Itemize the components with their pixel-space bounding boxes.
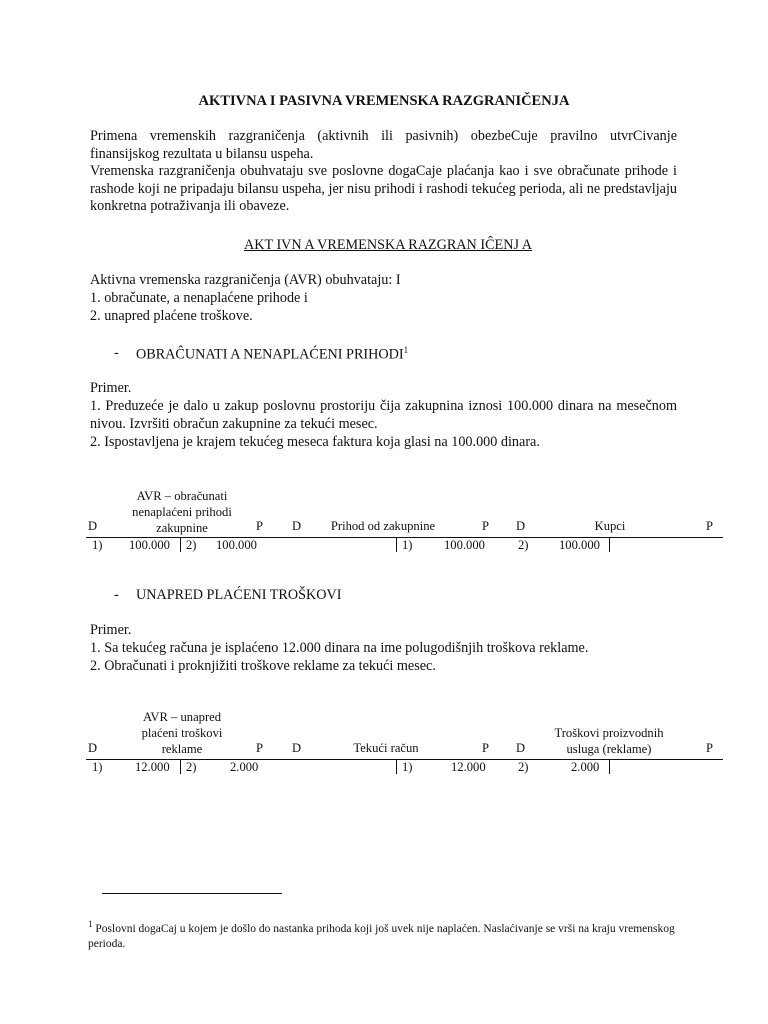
table-2-account-2-divider: [396, 760, 397, 774]
table-1-account-1-debit-header: D: [88, 519, 98, 533]
table-2-account-3-title: [536, 725, 682, 757]
table-2-account-2-title: Tekući račun: [353, 741, 419, 755]
subsection-1-heading: [136, 345, 408, 364]
table-1-account-2-credit-ref: 1): [402, 538, 413, 552]
table-2-account-3-debit-amount: 2.000: [571, 760, 600, 774]
table-1-account-3-debit-amount: 100.000: [559, 538, 600, 552]
table-2-account-2-debit-header: D: [292, 741, 302, 755]
table-1-account-2-divider: [396, 538, 397, 552]
table-2-account-1-debit-ref: 1): [92, 760, 103, 774]
table-2-account-1-debit-header: D: [88, 741, 98, 755]
table-2-account-1-credit-ref: 2): [186, 760, 197, 774]
example-1-step-2: 2. Ispostavljena je krajem tekućeg meseca faktura koja glasi na 100.000 dinara.: [90, 434, 540, 450]
table-2-account-2-credit-amount: 12.000: [451, 760, 486, 774]
table-1-account-2-title: Prihod od zakupnine: [330, 519, 436, 533]
table-2-account-3-divider: [609, 760, 610, 774]
example-2-label: Primer.: [90, 622, 132, 638]
subsection-2-dash: -: [114, 587, 119, 603]
table-1-account-3-credit-header: P: [706, 519, 714, 533]
intro-paragraph-1: Primena vremenskih razgraničenja (aktivnih ili pasivnih) obezbeCuje pravilno utvrCivanje finansijskog rezultata u bilansu uspeha.: [90, 128, 677, 162]
table-1-account-1-title-line-3: zakupnine: [156, 521, 208, 535]
table-2-account-1-credit-amount: 2.000: [230, 760, 259, 774]
avr-intro-line-2: 1. obračunate, a nenaplaćene prihode i: [90, 290, 308, 306]
table-1-account-1-debit-ref: 1): [92, 538, 103, 552]
table-1-account-2-credit-amount: 100.000: [444, 538, 485, 552]
table-2-account-3-title-line-1: Troškovi proizvodnih: [554, 726, 664, 740]
table-2-account-1-title-line-2: plaćeni troškovi: [141, 726, 223, 740]
table-1-account-1-credit-amount: 100.000: [216, 538, 257, 552]
table-1-account-1-title-line-1: AVR – obračunati: [136, 489, 228, 503]
table-1-account-3-debit-header: D: [516, 519, 526, 533]
footnote: [88, 917, 688, 952]
footnote-separator: [102, 893, 282, 894]
page-title: AKTIVNA I PASIVNA VREMENSKA RAZGRANIČENJA: [198, 93, 570, 109]
table-2-account-1-title-line-3: reklame: [161, 742, 203, 756]
subsection-1-dash: -: [114, 345, 119, 361]
subsection-1-heading-text: OBRAĈUNATI A NENAPLAĆENI PRIHODI: [136, 346, 404, 363]
table-1-account-1-divider: [180, 538, 181, 552]
table-2-account-1-title: [94, 709, 270, 757]
example-2-step-2: 2. Obračunati i proknjižiti troškove reklame za tekući mesec.: [90, 658, 436, 674]
table-1-account-1-title: [94, 488, 270, 536]
table-1-account-1-debit-amount: 100.000: [129, 538, 170, 552]
table-2-account-2-credit-header: P: [482, 741, 490, 755]
footnote-text: Poslovni dogaCaj u kojem je došlo do nastanka prihoda koji još uvek nije naplaćen. Naslaćivanje se vrši na kraju vremenskog perioda.: [88, 922, 675, 950]
subsection-2-heading: UNAPRED PLAĆENI TROŠKOVI: [136, 587, 342, 603]
table-1-account-2-debit-header: D: [292, 519, 302, 533]
example-1-label: Primer.: [90, 380, 132, 396]
table-1-account-3-debit-ref: 2): [518, 538, 529, 552]
footnote-mark: 1: [88, 919, 93, 929]
table-2-account-3-debit-ref: 2): [518, 760, 529, 774]
example-2-step-1: 1. Sa tekućeg računa je isplaćeno 12.000 dinara na ime polugodišnjih troškova reklame.: [90, 640, 589, 656]
table-1-account-3-title: Kupci: [594, 519, 626, 533]
footnote-reference: 1: [403, 345, 409, 355]
table-2-account-1-title-line-1: AVR – unapred: [142, 710, 222, 724]
avr-intro-line-3: 2. unapred plaćene troškove.: [90, 308, 253, 324]
table-1-account-1-credit-header: P: [256, 519, 264, 533]
table-1-account-2-credit-header: P: [482, 519, 490, 533]
table-1-account-1-title-line-2: nenaplaćeni prihodi: [132, 505, 232, 519]
intro-paragraph-2: Vremenska razgraničenja obuhvataju sve poslovne dogaCaje plaćanja kao i sve obračunate prihode i rashode koji ne pripadaju bilansu uspeha, jer nisu prihodi i rashodi tekućeg perioda, ali ne predstavljaju konkretna potraživanja ili obaveze.: [90, 163, 677, 214]
table-2-account-1-divider: [180, 760, 181, 774]
table-2-account-1-credit-header: P: [256, 741, 264, 755]
table-2-account-3-title-line-2: usluga (reklame): [566, 742, 652, 756]
avr-intro-line-1: Aktivna vremenska razgraničenja (AVR) obuhvataju: I: [90, 272, 401, 288]
table-1-account-1-credit-ref: 2): [186, 538, 197, 552]
table-2-account-3-debit-header: D: [516, 741, 526, 755]
table-2-account-3-credit-header: P: [706, 741, 714, 755]
table-2-account-2-credit-ref: 1): [402, 760, 413, 774]
section-heading: AKT IVN A VREMENSKA RAZGRAN IĈENJ A: [244, 237, 532, 253]
example-1-step-1: 1. Preduzeće je dalo u zakup poslovnu prostoriju čija zakupnina iznosi 100.000 dinara na mesečnom nivou. Izvršiti obračun zakupnine za tekući mesec.: [90, 398, 677, 432]
table-2-account-1-debit-amount: 12.000: [135, 760, 170, 774]
table-1-account-3-divider: [609, 538, 610, 552]
